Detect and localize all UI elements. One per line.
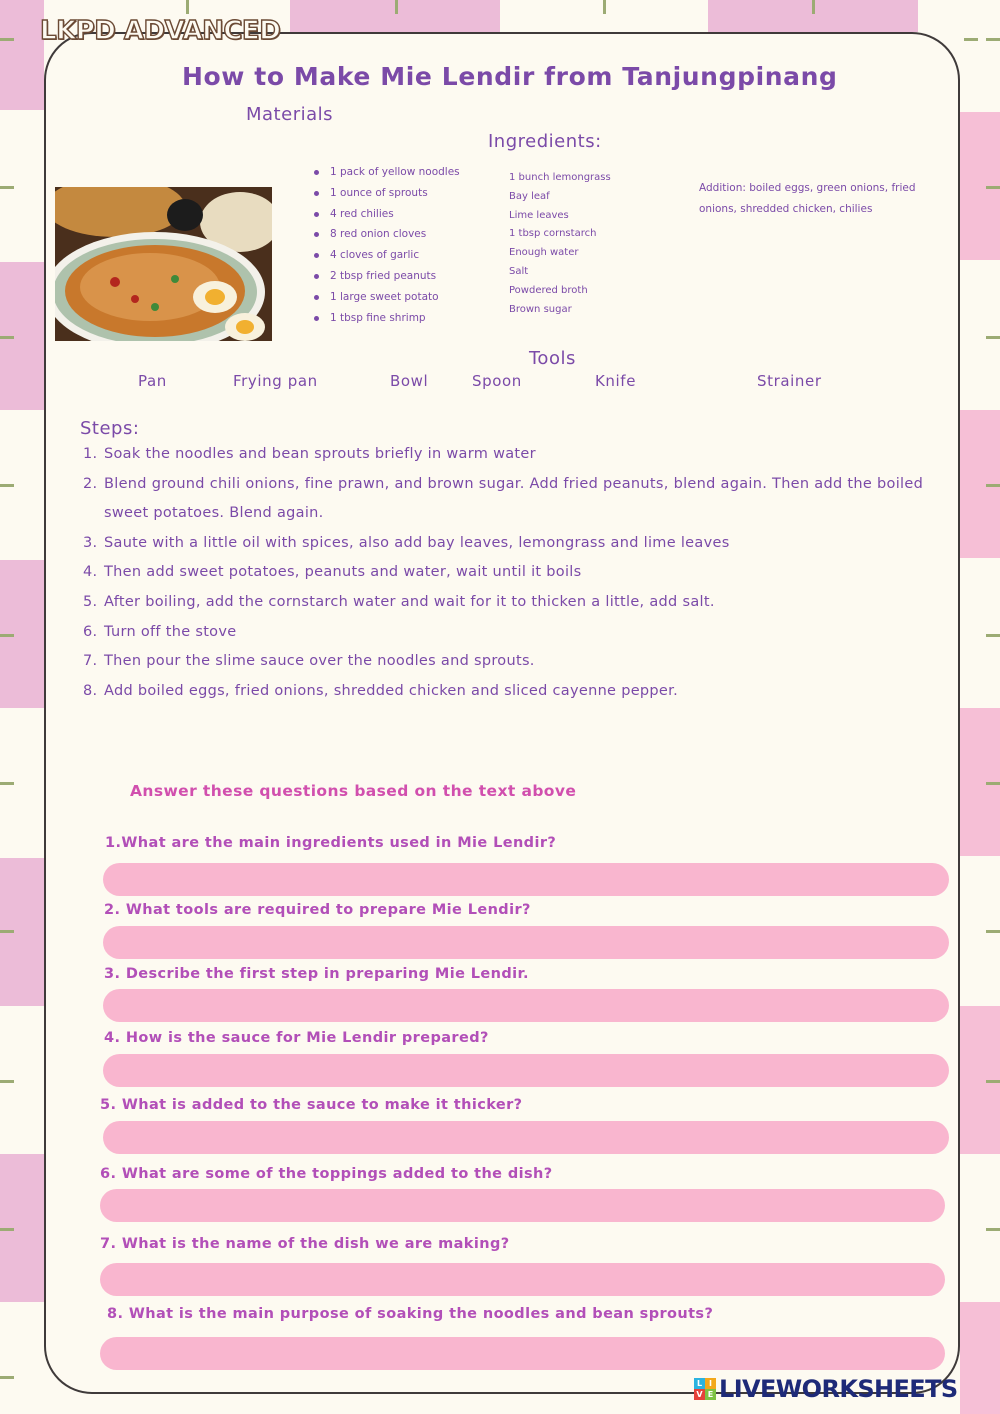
answer-field-1[interactable] — [103, 863, 949, 896]
step-item: 7. Then pour the slime sauce over the noodles and sprouts. — [83, 653, 535, 670]
list-item: Enough water — [509, 247, 579, 259]
answer-field-5[interactable] — [103, 1121, 949, 1154]
list-item: 8 red onion cloves — [312, 224, 460, 245]
step-item: 3. Saute with a little oil with spices, also add bay leaves, lemongrass and lime leaves — [83, 534, 730, 551]
question-2: 2. What tools are required to prepare Mie Lendir? — [104, 902, 531, 918]
list-item: 4 cloves of garlic — [312, 245, 460, 266]
step-item: 4. Then add sweet potatoes, peanuts and water, wait until it boils — [83, 564, 582, 581]
tool-strainer: Strainer — [757, 372, 822, 390]
questions-heading: Answer these questions based on the text above — [130, 782, 577, 800]
step-item: 2. Blend ground chili onions, fine prawn, and brown sugar. Add fried peanuts, blend again. Then add the boiled sweet potatoes. Blend again. — [83, 475, 924, 522]
list-item: Powdered broth — [509, 284, 588, 296]
question-8: 8. What is the main purpose of soaking the noodles and bean sprouts? — [107, 1306, 714, 1322]
brand-title: LKPD ADVANCED — [40, 16, 281, 46]
ingredients-list-1 — [312, 162, 460, 328]
tool-knife: Knife — [595, 372, 637, 390]
mie-lendir-photo-icon — [55, 187, 272, 341]
steps-heading: Steps: — [80, 418, 140, 439]
list-item: 1 tbsp cornstarch — [509, 228, 597, 240]
question-4: 4. How is the sauce for Mie Lendir prepared? — [104, 1030, 489, 1046]
list-item: 1 bunch lemongrass — [509, 172, 611, 183]
tool-frying-pan: Frying pan — [233, 372, 318, 390]
question-3: 3. Describe the first step in preparing Mie Lendir. — [104, 966, 529, 982]
mie-lendir-photo — [55, 187, 272, 341]
step-item: 8. Add boiled eggs, fried onions, shredded chicken and sliced cayenne pepper. — [83, 682, 678, 699]
step-item: 5. After boiling, add the cornstarch water and wait for it to thicken a little, add salt. — [83, 593, 715, 610]
step-item: 1. Soak the noodles and bean sprouts briefly in warm water — [83, 446, 536, 462]
tool-bowl: Bowl — [390, 372, 429, 390]
answer-field-8[interactable] — [100, 1337, 945, 1370]
question-6: 6. What are some of the toppings added to the dish? — [100, 1166, 553, 1182]
addition-note: Addition: boiled eggs, green onions, fried onions, shredded chicken, chilies — [699, 182, 916, 215]
ingredients-heading: Ingredients: — [488, 131, 602, 152]
question-5: 5. What is added to the sauce to make it thicker? — [100, 1097, 523, 1113]
ingredients-list-2 — [509, 169, 611, 319]
page-title: How to Make Mie Lendir from Tanjungpinang — [182, 62, 838, 91]
list-item: Bay leaf — [509, 190, 550, 202]
steps-list — [80, 440, 930, 706]
step-item: 6. Turn off the stove — [83, 623, 237, 640]
list-item: 1 pack of yellow noodles — [312, 162, 460, 183]
list-item: 1 ounce of sprouts — [312, 183, 460, 204]
liveworksheets-logo[interactable] — [694, 1374, 958, 1404]
list-item: Lime leaves — [509, 209, 569, 221]
tools-heading: Tools — [529, 348, 576, 369]
question-7: 7. What is the name of the dish we are making? — [100, 1236, 510, 1252]
liveworksheets-logo-icon: L I V E — [694, 1378, 716, 1400]
tool-spoon: Spoon — [472, 372, 522, 390]
answer-field-2[interactable] — [103, 926, 949, 959]
list-item: 1 large sweet potato — [312, 287, 460, 308]
list-item: 2 tbsp fried peanuts — [312, 266, 460, 287]
materials-heading: Materials — [246, 104, 334, 125]
answer-field-4[interactable] — [103, 1054, 949, 1087]
answer-field-3[interactable] — [103, 989, 949, 1022]
list-item: Brown sugar — [509, 303, 572, 315]
list-item: 1 tbsp fine shrimp — [312, 308, 460, 329]
question-1: 1.What are the main ingredients used in Mie Lendir? — [105, 835, 557, 851]
tool-pan: Pan — [138, 372, 167, 390]
answer-field-7[interactable] — [100, 1263, 945, 1296]
answer-field-6[interactable] — [100, 1189, 945, 1222]
list-item: Salt — [509, 265, 529, 277]
liveworksheets-logo-text: LIVEWORKSHEETS — [719, 1375, 958, 1403]
list-item: 4 red chilies — [312, 204, 460, 225]
